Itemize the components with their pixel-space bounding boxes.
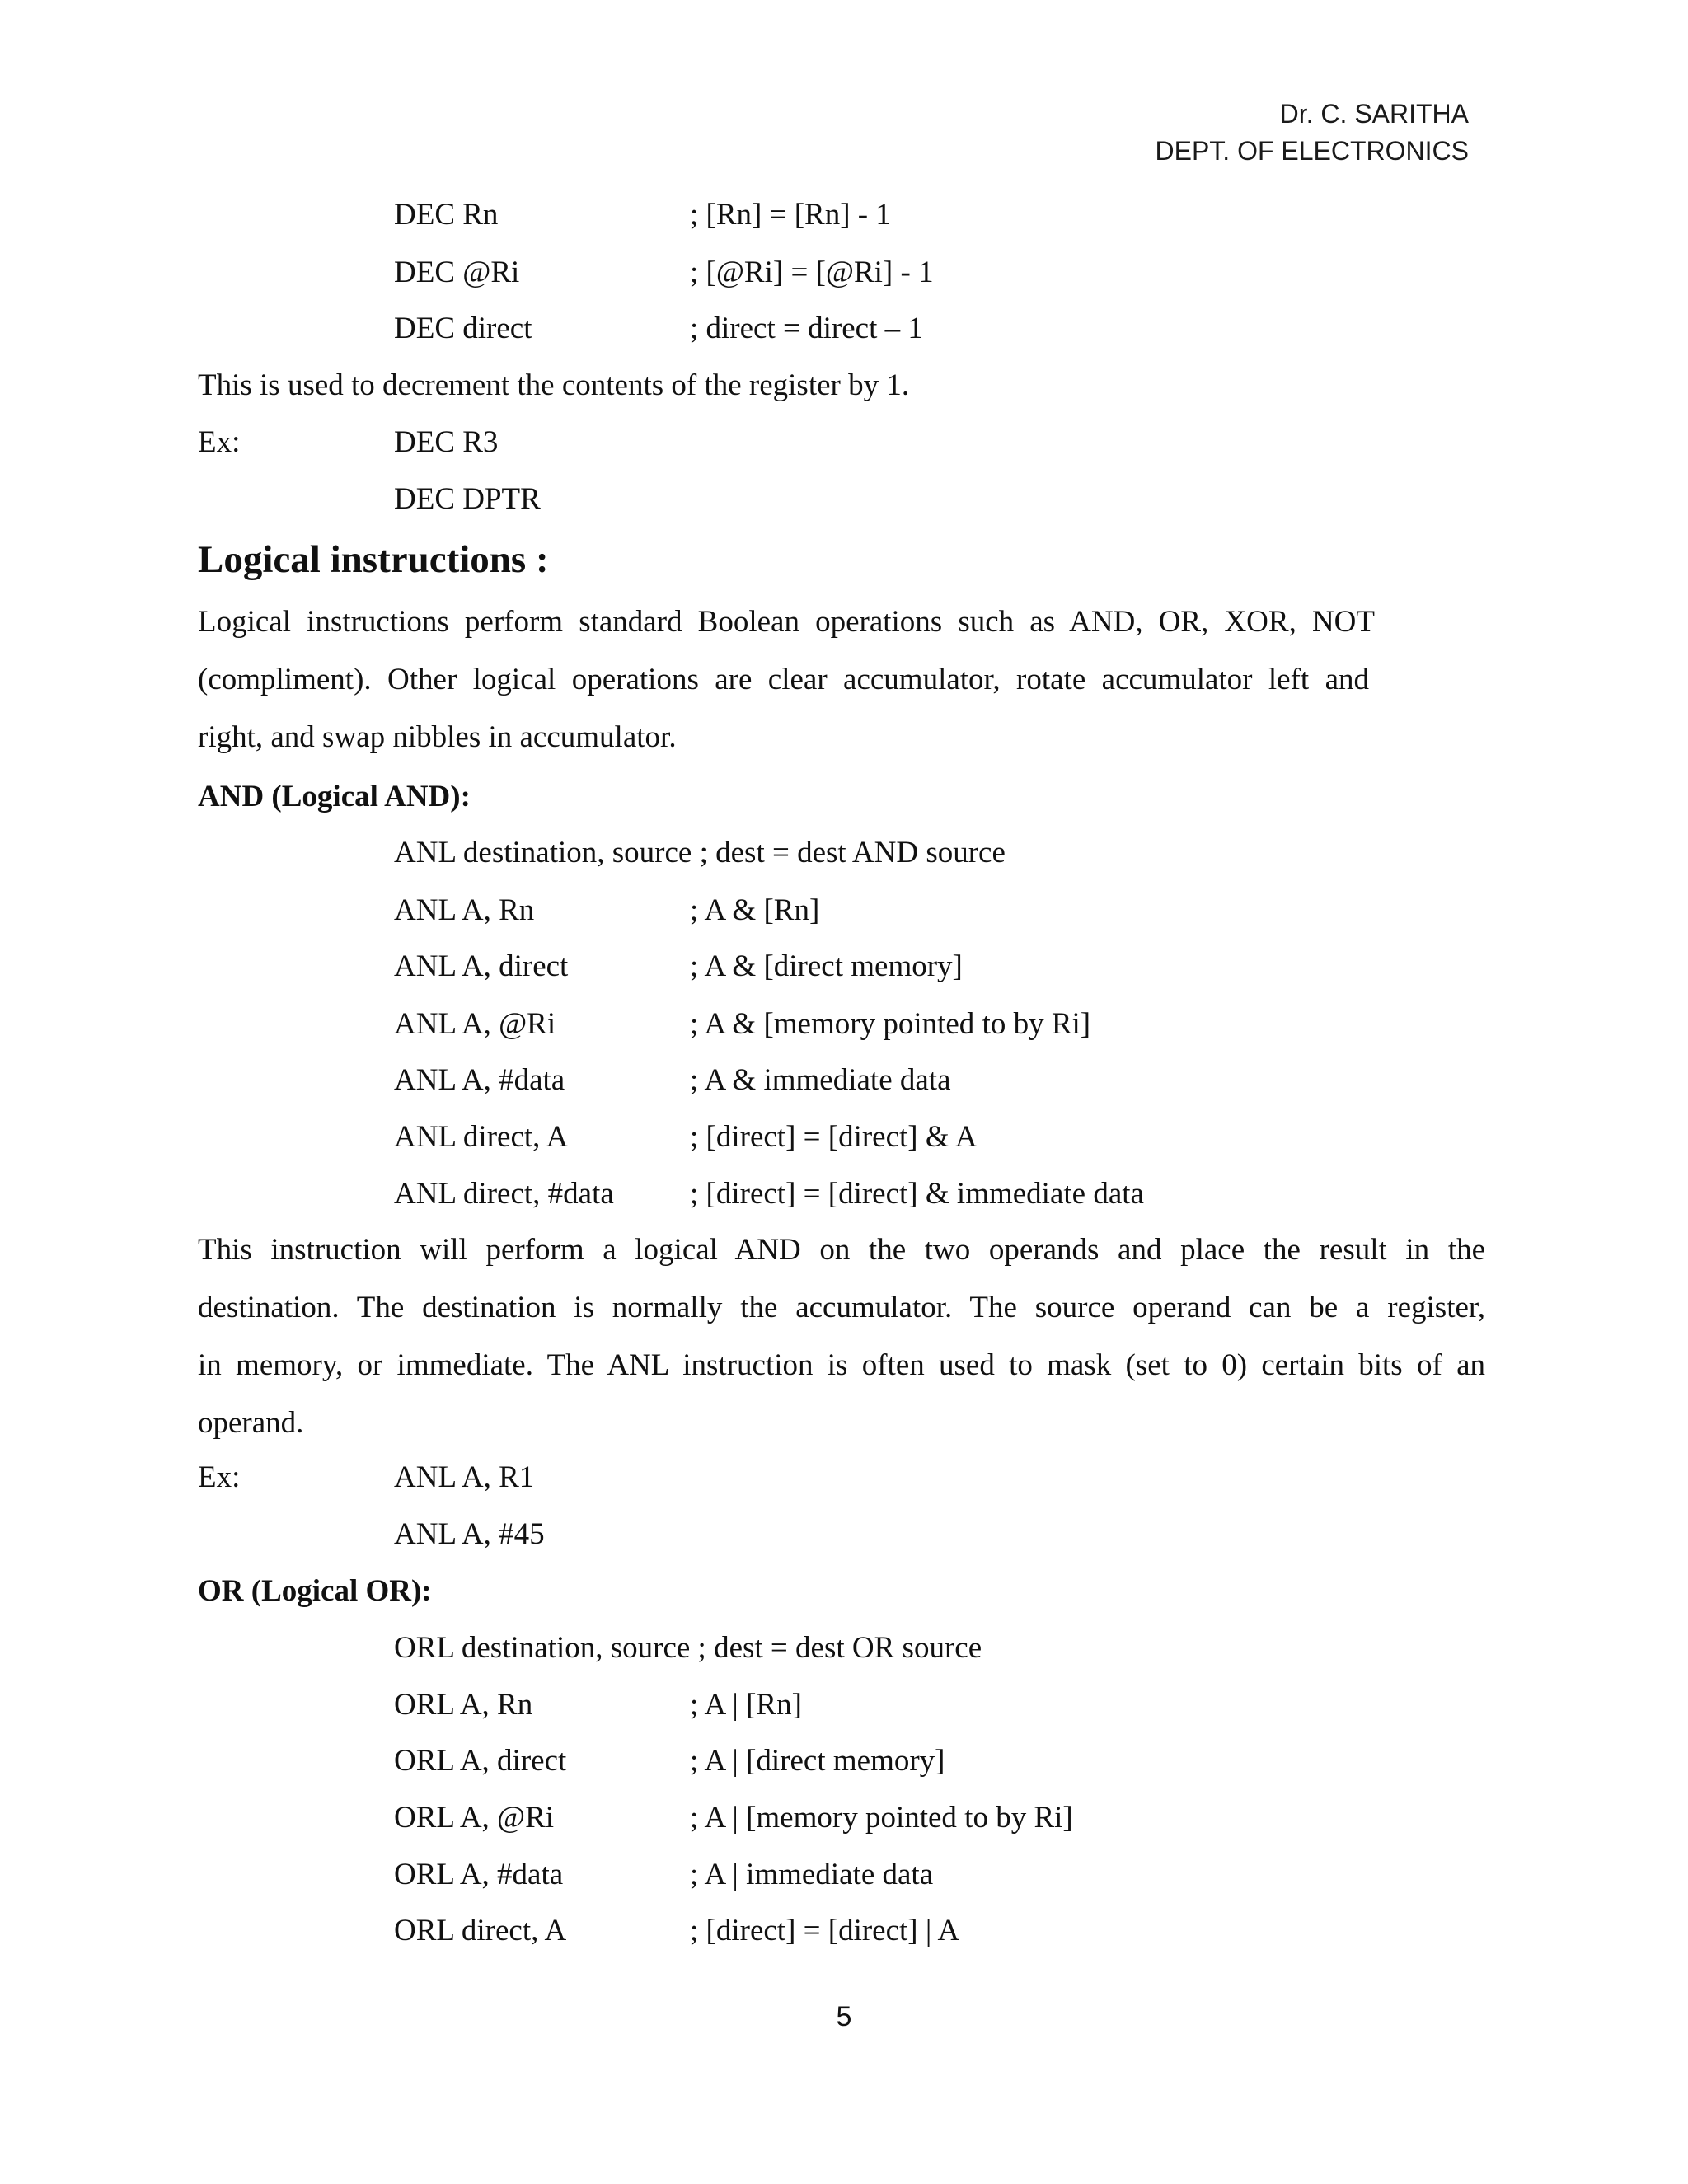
dec-example-1: DEC R3 (394, 425, 499, 459)
logical-intro-line-3: right, and swap nibbles in accumulator. (198, 720, 677, 754)
and-instr-3: ANL A, @Ri (394, 1007, 556, 1041)
or-instr-1: ORL A, Rn (394, 1688, 533, 1722)
or-instr-2: ORL A, direct (394, 1744, 567, 1778)
and-comment-5: ; [direct] = [direct] & A (690, 1120, 978, 1154)
or-comment-5: ; [direct] = [direct] | A (690, 1914, 960, 1947)
and-heading: AND (Logical AND): (198, 780, 471, 813)
and-comment-4: ; A & immediate data (690, 1063, 951, 1097)
and-desc-line-1: This instruction will perform a logical AND on the two operands and place the result in the (198, 1233, 1485, 1267)
and-desc-line-3: in memory, or immediate. The ANL instruction is often used to mask (set to 0) certain bits of an (198, 1348, 1485, 1382)
or-syntax: ORL destination, source ; dest = dest OR source (394, 1631, 982, 1665)
and-instr-2: ANL A, direct (394, 949, 569, 983)
or-instr-3: ORL A, @Ri (394, 1801, 555, 1835)
dec-instr-3: DEC direct (394, 312, 532, 345)
and-comment-3: ; A & [memory pointed to by Ri] (690, 1007, 1091, 1041)
and-comment-1: ; A & [Rn] (690, 893, 820, 927)
and-instr-1: ANL A, Rn (394, 893, 535, 927)
or-comment-4: ; A | immediate data (690, 1858, 934, 1891)
and-desc-line-2: destination. The destination is normally the accumulator. The source operand can be a register, (198, 1291, 1485, 1324)
header-department: DEPT. OF ELECTRONICS (1155, 136, 1469, 166)
logical-heading: Logical instructions : (198, 538, 549, 581)
and-desc-line-4: operand. (198, 1406, 304, 1440)
header-author: Dr. C. SARITHA (1279, 99, 1469, 129)
dec-example-2: DEC DPTR (394, 482, 541, 516)
and-ex-label: Ex: (198, 1460, 241, 1494)
dec-comment-1: ; [Rn] = [Rn] - 1 (690, 198, 891, 232)
and-syntax: ANL destination, source ; dest = dest AND source (394, 836, 1006, 869)
dec-ex-label: Ex: (198, 425, 241, 459)
logical-intro-line-1: Logical instructions perform standard Boolean operations such as AND, OR, XOR, NOT (198, 605, 1375, 639)
dec-comment-2: ; [@Ri] = [@Ri] - 1 (690, 255, 934, 289)
dec-instr-2: DEC @Ri (394, 255, 520, 289)
and-instr-4: ANL A, #data (394, 1063, 565, 1097)
or-comment-1: ; A | [Rn] (690, 1688, 802, 1722)
or-comment-3: ; A | [memory pointed to by Ri] (690, 1801, 1073, 1835)
and-instr-6: ANL direct, #data (394, 1177, 614, 1211)
logical-intro-line-2: (compliment). Other logical operations are clear accumulator, rotate accumulator left and (198, 663, 1369, 696)
or-heading: OR (Logical OR): (198, 1574, 432, 1608)
and-instr-5: ANL direct, A (394, 1120, 569, 1154)
page-number: 5 (836, 2001, 852, 2032)
and-example-1: ANL A, R1 (394, 1460, 535, 1494)
dec-comment-3: ; direct = direct – 1 (690, 312, 923, 345)
or-instr-5: ORL direct, A (394, 1914, 567, 1947)
dec-instr-1: DEC Rn (394, 198, 499, 232)
or-comment-2: ; A | [direct memory] (690, 1744, 945, 1778)
and-example-2: ANL A, #45 (394, 1517, 545, 1551)
logical-intro (198, 607, 1485, 780)
and-comment-2: ; A & [direct memory] (690, 949, 963, 983)
dec-description: This is used to decrement the contents of the register by 1. (198, 368, 910, 402)
and-comment-6: ; [direct] = [direct] & immediate data (690, 1177, 1144, 1211)
and-description (198, 1235, 1485, 1465)
or-instr-4: ORL A, #data (394, 1858, 564, 1891)
